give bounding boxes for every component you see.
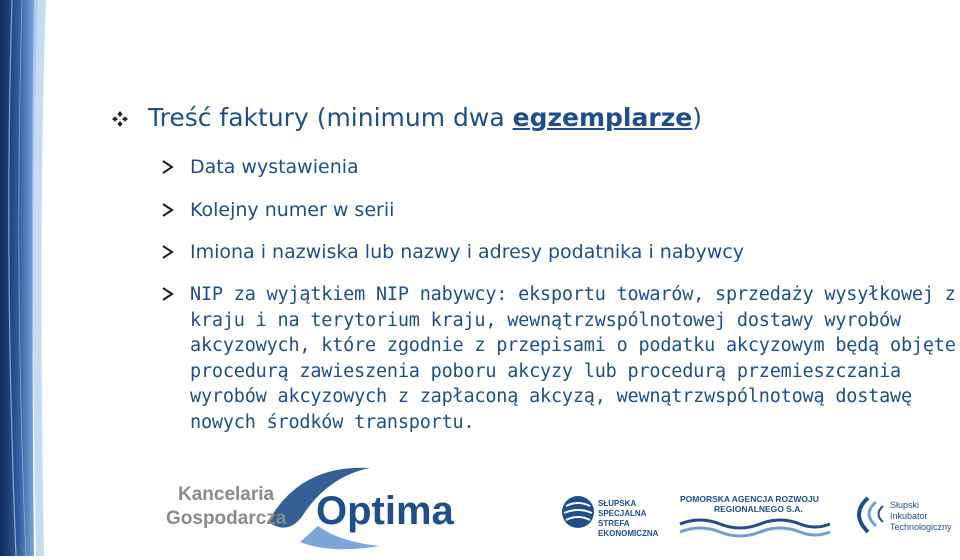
ssse-line1: SŁUPSKA bbox=[598, 499, 637, 508]
arrow-bullet-icon bbox=[162, 203, 174, 217]
parr-line1: POMORSKA AGENCJA ROZWOJU bbox=[680, 494, 819, 504]
heading-suffix: ) bbox=[692, 103, 702, 132]
ssse-logo bbox=[562, 496, 659, 538]
optima-wordmark: Optima bbox=[316, 489, 454, 533]
parr-line2: REGIONALNEGO S.A. bbox=[714, 504, 803, 514]
arrow-bullet-icon bbox=[162, 160, 174, 174]
list-item-text: NIP za wyjątkiem NIP nabywcy: eksportu towarów, sprzedaży wysyłkowej z kraju i na terytorium kraju, wewnątrzwspólnotowej dostawy wyrobów akcyzowych, które zgodnie z przepisami o podatku akcyzowym będą objęte procedurą zawieszenia poboru akcyzy lub procedurą przemieszczania wyrobów akcyzowych z zapłaconą akcyzą, wewnątrzwspólnotową dostawę nowych środków transportu. bbox=[190, 284, 956, 433]
ssse-line4: EKONOMICZNA bbox=[598, 529, 659, 538]
arrow-bullet-icon bbox=[162, 245, 174, 259]
footer-logos bbox=[0, 462, 960, 556]
heading-emphasis: egzemplarze bbox=[512, 103, 693, 132]
sit-line2: Inkubator bbox=[890, 511, 928, 521]
parr-logo bbox=[680, 494, 830, 536]
sit-logo bbox=[859, 498, 952, 532]
kancelaria-line1: Kancelaria bbox=[178, 484, 275, 505]
arrow-bullet-icon bbox=[162, 287, 174, 301]
ssse-line3: STREFA bbox=[598, 519, 630, 528]
sit-line1: Słupski bbox=[890, 500, 920, 510]
list-item-text: Imiona i nazwiska lub nazwy i adresy podatnika i nabywcy bbox=[190, 241, 745, 263]
ssse-line2: SPECJALNA bbox=[598, 509, 647, 518]
kancelaria-optima-logo bbox=[166, 468, 455, 549]
heading-prefix: Treść faktury (minimum dwa bbox=[148, 103, 513, 132]
list-item-text: Kolejny numer w serii bbox=[190, 199, 395, 221]
diamond-bullet-icon bbox=[112, 111, 128, 127]
list-item-text: Data wystawienia bbox=[190, 156, 359, 178]
sit-line3: Technologiczny bbox=[890, 522, 952, 532]
heading-text bbox=[148, 103, 702, 132]
kancelaria-line2: Gospodarcza bbox=[166, 508, 287, 529]
